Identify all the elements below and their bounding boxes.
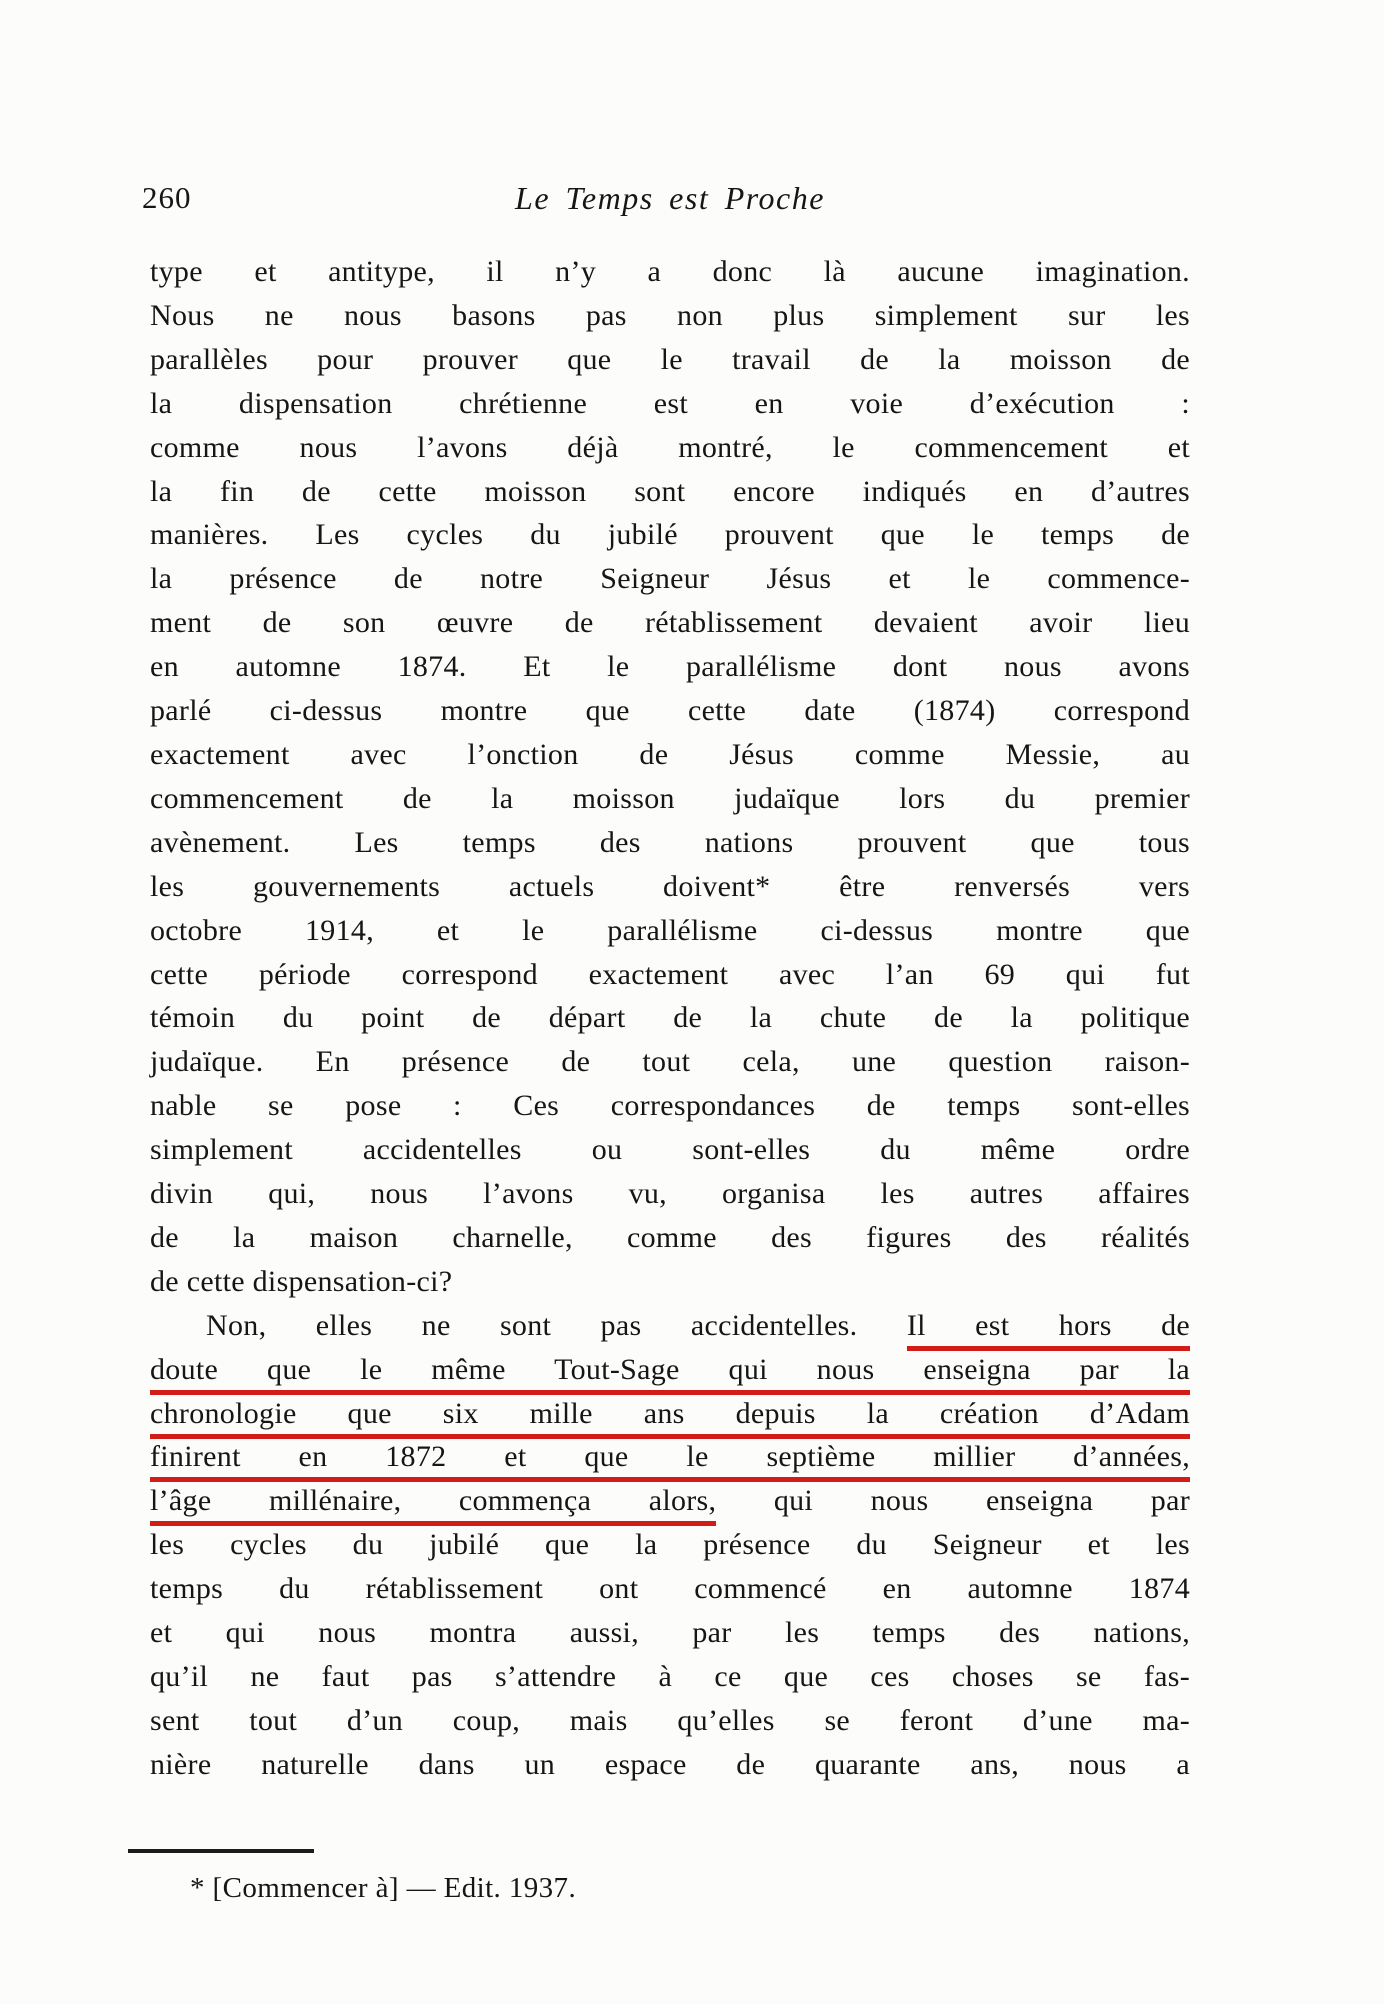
text-line: [150, 426, 1190, 470]
text-segment: type et antitype, il n’y a donc là aucune imagination.: [150, 255, 1190, 288]
text-line: [150, 821, 1190, 865]
text-segment: la présence de notre Seigneur Jésus et le commence-: [150, 562, 1190, 596]
text-line: [150, 470, 1190, 514]
text-segment: ment de son œuvre de rétablissement devaient avoir lieu: [150, 606, 1190, 640]
text-line: [150, 953, 1190, 997]
text-line: [150, 733, 1190, 777]
body-text: [150, 250, 1190, 1787]
text-line: [150, 513, 1190, 557]
text-line: [150, 1611, 1190, 1655]
text-line: [150, 250, 1190, 294]
text-segment: nière naturelle dans un espace de quarante ans, nous a: [150, 1747, 1190, 1781]
text-segment: en automne 1874. Et le parallélisme dont nous avons: [150, 650, 1190, 684]
text-line: [150, 1216, 1190, 1260]
red-underline-annotation: l’âge millénaire, commença alors,: [150, 1484, 716, 1526]
text-segment: de cette dispensation-ci?: [150, 1264, 453, 1298]
red-underline-annotation: finirent en 1872 et que le septième millier d’années,: [150, 1440, 1190, 1482]
text-line: [150, 1435, 1190, 1479]
text-segment: de la maison charnelle, comme des figures des réalités: [150, 1220, 1190, 1254]
text-segment: la fin de cette moisson sont encore indiqués en d’autres: [150, 474, 1190, 508]
text-segment: la dispensation chrétienne est en voie d’exécution :: [150, 386, 1190, 420]
text-line: [150, 1084, 1190, 1128]
text-line: [150, 689, 1190, 733]
text-line: [150, 1348, 1190, 1392]
text-line: [150, 1304, 1190, 1348]
footnote: * [Commencer à] — Edit. 1937.: [190, 1872, 577, 1904]
page-number: 260: [142, 180, 192, 215]
text-segment: les cycles du jubilé que la présence du Seigneur et les: [150, 1528, 1190, 1562]
text-segment: divin qui, nous l’avons vu, organisa les autres affaires: [150, 1177, 1190, 1211]
text-segment: parallèles pour prouver que le travail de la moisson de: [150, 342, 1190, 376]
text-segment: Nous ne nous basons pas non plus simplement sur les: [150, 298, 1190, 332]
text-line: [150, 1392, 1190, 1436]
text-segment: qui nous enseigna par: [716, 1484, 1191, 1518]
text-segment: commencement de la moisson judaïque lors du premier: [150, 781, 1190, 815]
text-line: [150, 338, 1190, 382]
text-segment: temps du rétablissement ont commencé en automne 1874: [150, 1572, 1190, 1606]
text-line: [150, 1128, 1190, 1172]
text-line: [150, 1260, 1190, 1304]
text-segment: qu’il ne faut pas s’attendre à ce que ces choses se fas-: [150, 1660, 1190, 1693]
text-segment: cette période correspond exactement avec l’an 69 qui fut: [150, 957, 1190, 991]
text-line: [150, 1567, 1190, 1611]
text-line: [150, 645, 1190, 689]
text-line: [150, 294, 1190, 338]
text-segment: exactement avec l’onction de Jésus comme Messie, au: [150, 737, 1190, 771]
text-line: [150, 865, 1190, 909]
red-underline-annotation: doute que le même Tout-Sage qui nous enseigna par la: [150, 1353, 1190, 1395]
text-line: [150, 909, 1190, 953]
text-segment: sent tout d’un coup, mais qu’elles se feront d’une ma-: [150, 1703, 1190, 1737]
text-line: [150, 996, 1190, 1040]
text-line: [150, 1172, 1190, 1216]
text-segment: comme nous l’avons déjà montré, le commencement et: [150, 430, 1190, 464]
text-segment: et qui nous montra aussi, par les temps des nations,: [150, 1616, 1190, 1650]
text-segment: témoin du point de départ de la chute de la politique: [150, 1001, 1190, 1035]
text-segment: manières. Les cycles du jubilé prouvent que le temps de: [150, 518, 1190, 552]
text-line: [150, 382, 1190, 426]
page-header: [142, 180, 1190, 220]
text-line: [150, 1479, 1190, 1523]
text-segment: avènement. Les temps des nations prouvent que tous: [150, 825, 1190, 859]
red-underline-annotation: Il est hors de: [907, 1309, 1190, 1351]
text-line: [150, 1699, 1190, 1743]
text-line: [150, 557, 1190, 601]
text-line: [150, 601, 1190, 645]
running-title: Le Temps est Proche: [515, 180, 825, 216]
text-segment: octobre 1914, et le parallélisme ci-dessus montre que: [150, 913, 1190, 947]
footnote-rule: [128, 1849, 314, 1853]
text-line: [150, 1743, 1190, 1787]
text-segment: parlé ci-dessus montre que cette date (1874) correspond: [150, 694, 1190, 728]
text-line: [150, 1655, 1190, 1699]
text-segment: Non, elles ne sont pas accidentelles.: [206, 1308, 907, 1342]
text-line: [150, 777, 1190, 821]
red-underline-annotation: chronologie que six mille ans depuis la création d’Adam: [150, 1397, 1190, 1439]
text-segment: nable se pose : Ces correspondances de temps sont-elles: [150, 1089, 1190, 1123]
text-line: [150, 1040, 1190, 1084]
text-segment: les gouvernements actuels doivent* être renversés vers: [150, 869, 1190, 903]
text-segment: judaïque. En présence de tout cela, une question raison-: [150, 1045, 1190, 1079]
text-line: [150, 1523, 1190, 1567]
text-segment: simplement accidentelles ou sont-elles du même ordre: [150, 1133, 1190, 1167]
